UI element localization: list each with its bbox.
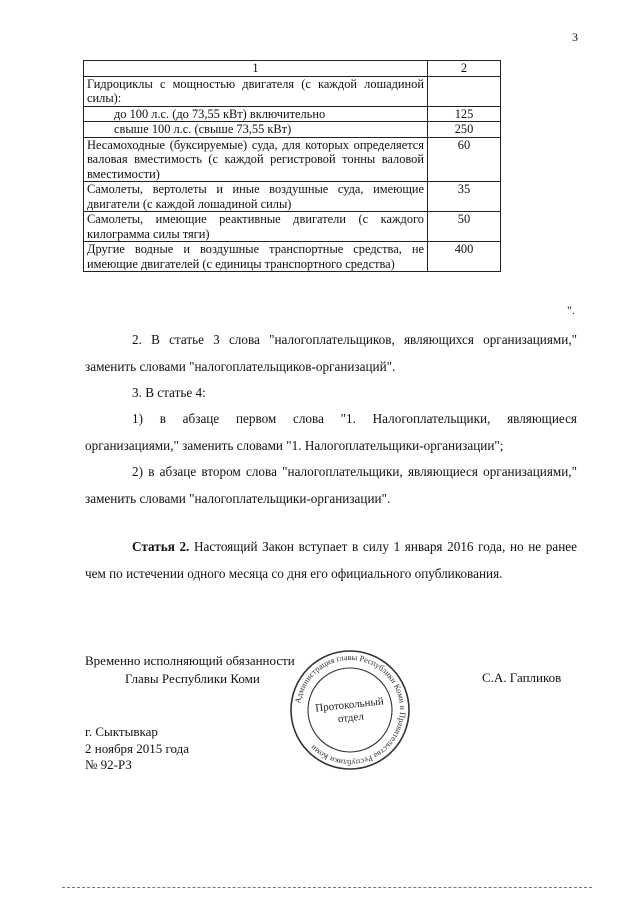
law-number: № 92-РЗ bbox=[85, 757, 132, 772]
article-2-paragraph bbox=[85, 534, 577, 587]
amendment-paragraph-4: 2) в абзаце втором слова "налогоплательщики, являющиеся организациями," заменить словами "налогоплательщики-организации". bbox=[85, 464, 577, 506]
table-cell-rate: 125 bbox=[428, 106, 501, 122]
table-cell-rate: 50 bbox=[428, 212, 501, 242]
table-cell-rate: 60 bbox=[428, 137, 501, 182]
amendment-paragraph-2: 3. В статье 4: bbox=[132, 385, 206, 400]
article-2-label: Статья 2. bbox=[132, 539, 190, 554]
official-stamp bbox=[288, 648, 412, 772]
signatory-title-line2: Главы Республики Коми bbox=[125, 671, 260, 686]
page-number: 3 bbox=[572, 30, 578, 44]
signatory-name: С.А. Гапликов bbox=[482, 670, 562, 685]
table-row bbox=[84, 137, 501, 182]
table-header-col1: 1 bbox=[84, 61, 428, 77]
article-2-text: Настоящий Закон вступает в силу 1 января 2016 года, но не ранее чем по истечении одного месяца со дня его официального опубликования. bbox=[85, 539, 577, 581]
table-cell-rate bbox=[428, 76, 501, 106]
signatory-title bbox=[85, 652, 295, 688]
stamp-center-line1: Протокольный bbox=[314, 695, 385, 715]
tax-rate-table bbox=[83, 60, 501, 272]
issue-city: г. Сыктывкар bbox=[85, 724, 158, 739]
issue-details bbox=[85, 724, 189, 774]
footer-divider bbox=[62, 887, 592, 888]
amendment-paragraph-1: 2. В статье 3 слова "налогоплательщиков, являющихся организациями," заменить словами "налогоплательщиков-организаций". bbox=[85, 332, 577, 374]
table-row bbox=[84, 242, 501, 272]
amendment-paragraph-3: 1) в абзаце первом слова "1. Налогоплательщики, являющиеся организациями," заменить словами "1. Налогоплательщики-организации"; bbox=[85, 411, 577, 453]
table-row bbox=[84, 122, 501, 138]
table-cell-rate: 250 bbox=[428, 122, 501, 138]
table-cell-description: Несамоходные (буксируемые) суда, для которых определяется валовая вместимость (с каждой регистровой тонны валовой вместимости) bbox=[84, 137, 428, 182]
table-cell-description: Самолеты, вертолеты и иные воздушные суда, имеющие двигатели (с каждой лошадиной силы) bbox=[84, 182, 428, 212]
table-cell-rate: 400 bbox=[428, 242, 501, 272]
table-header-col2: 2 bbox=[428, 61, 501, 77]
closing-quote: ". bbox=[567, 303, 575, 317]
table-row bbox=[84, 212, 501, 242]
table-cell-description: до 100 л.с. (до 73,55 кВт) включительно bbox=[84, 106, 428, 122]
stamp-center-line2: отдел bbox=[337, 710, 365, 726]
table-cell-description: Гидроциклы с мощностью двигателя (с каждой лошадиной силы): bbox=[84, 76, 428, 106]
issue-date: 2 ноября 2015 года bbox=[85, 740, 190, 756]
table-header-row bbox=[84, 61, 501, 77]
table-row bbox=[84, 182, 501, 212]
table-row bbox=[84, 106, 501, 122]
table-cell-description: Самолеты, имеющие реактивные двигатели (с каждого килограмма силы тяги) bbox=[84, 212, 428, 242]
table-row bbox=[84, 76, 501, 106]
table-cell-description: Другие водные и воздушные транспортные средства, не имеющие двигателей (с единицы транспортного средства) bbox=[84, 242, 428, 272]
signatory-title-line1: Временно исполняющий обязанности bbox=[85, 653, 295, 668]
table-cell-rate: 35 bbox=[428, 182, 501, 212]
table-cell-description: свыше 100 л.с. (свыше 73,55 кВт) bbox=[84, 122, 428, 138]
stamp-ring-textpath: Администрация главы Республики Коми и Правительства Республики Коми bbox=[293, 652, 408, 768]
